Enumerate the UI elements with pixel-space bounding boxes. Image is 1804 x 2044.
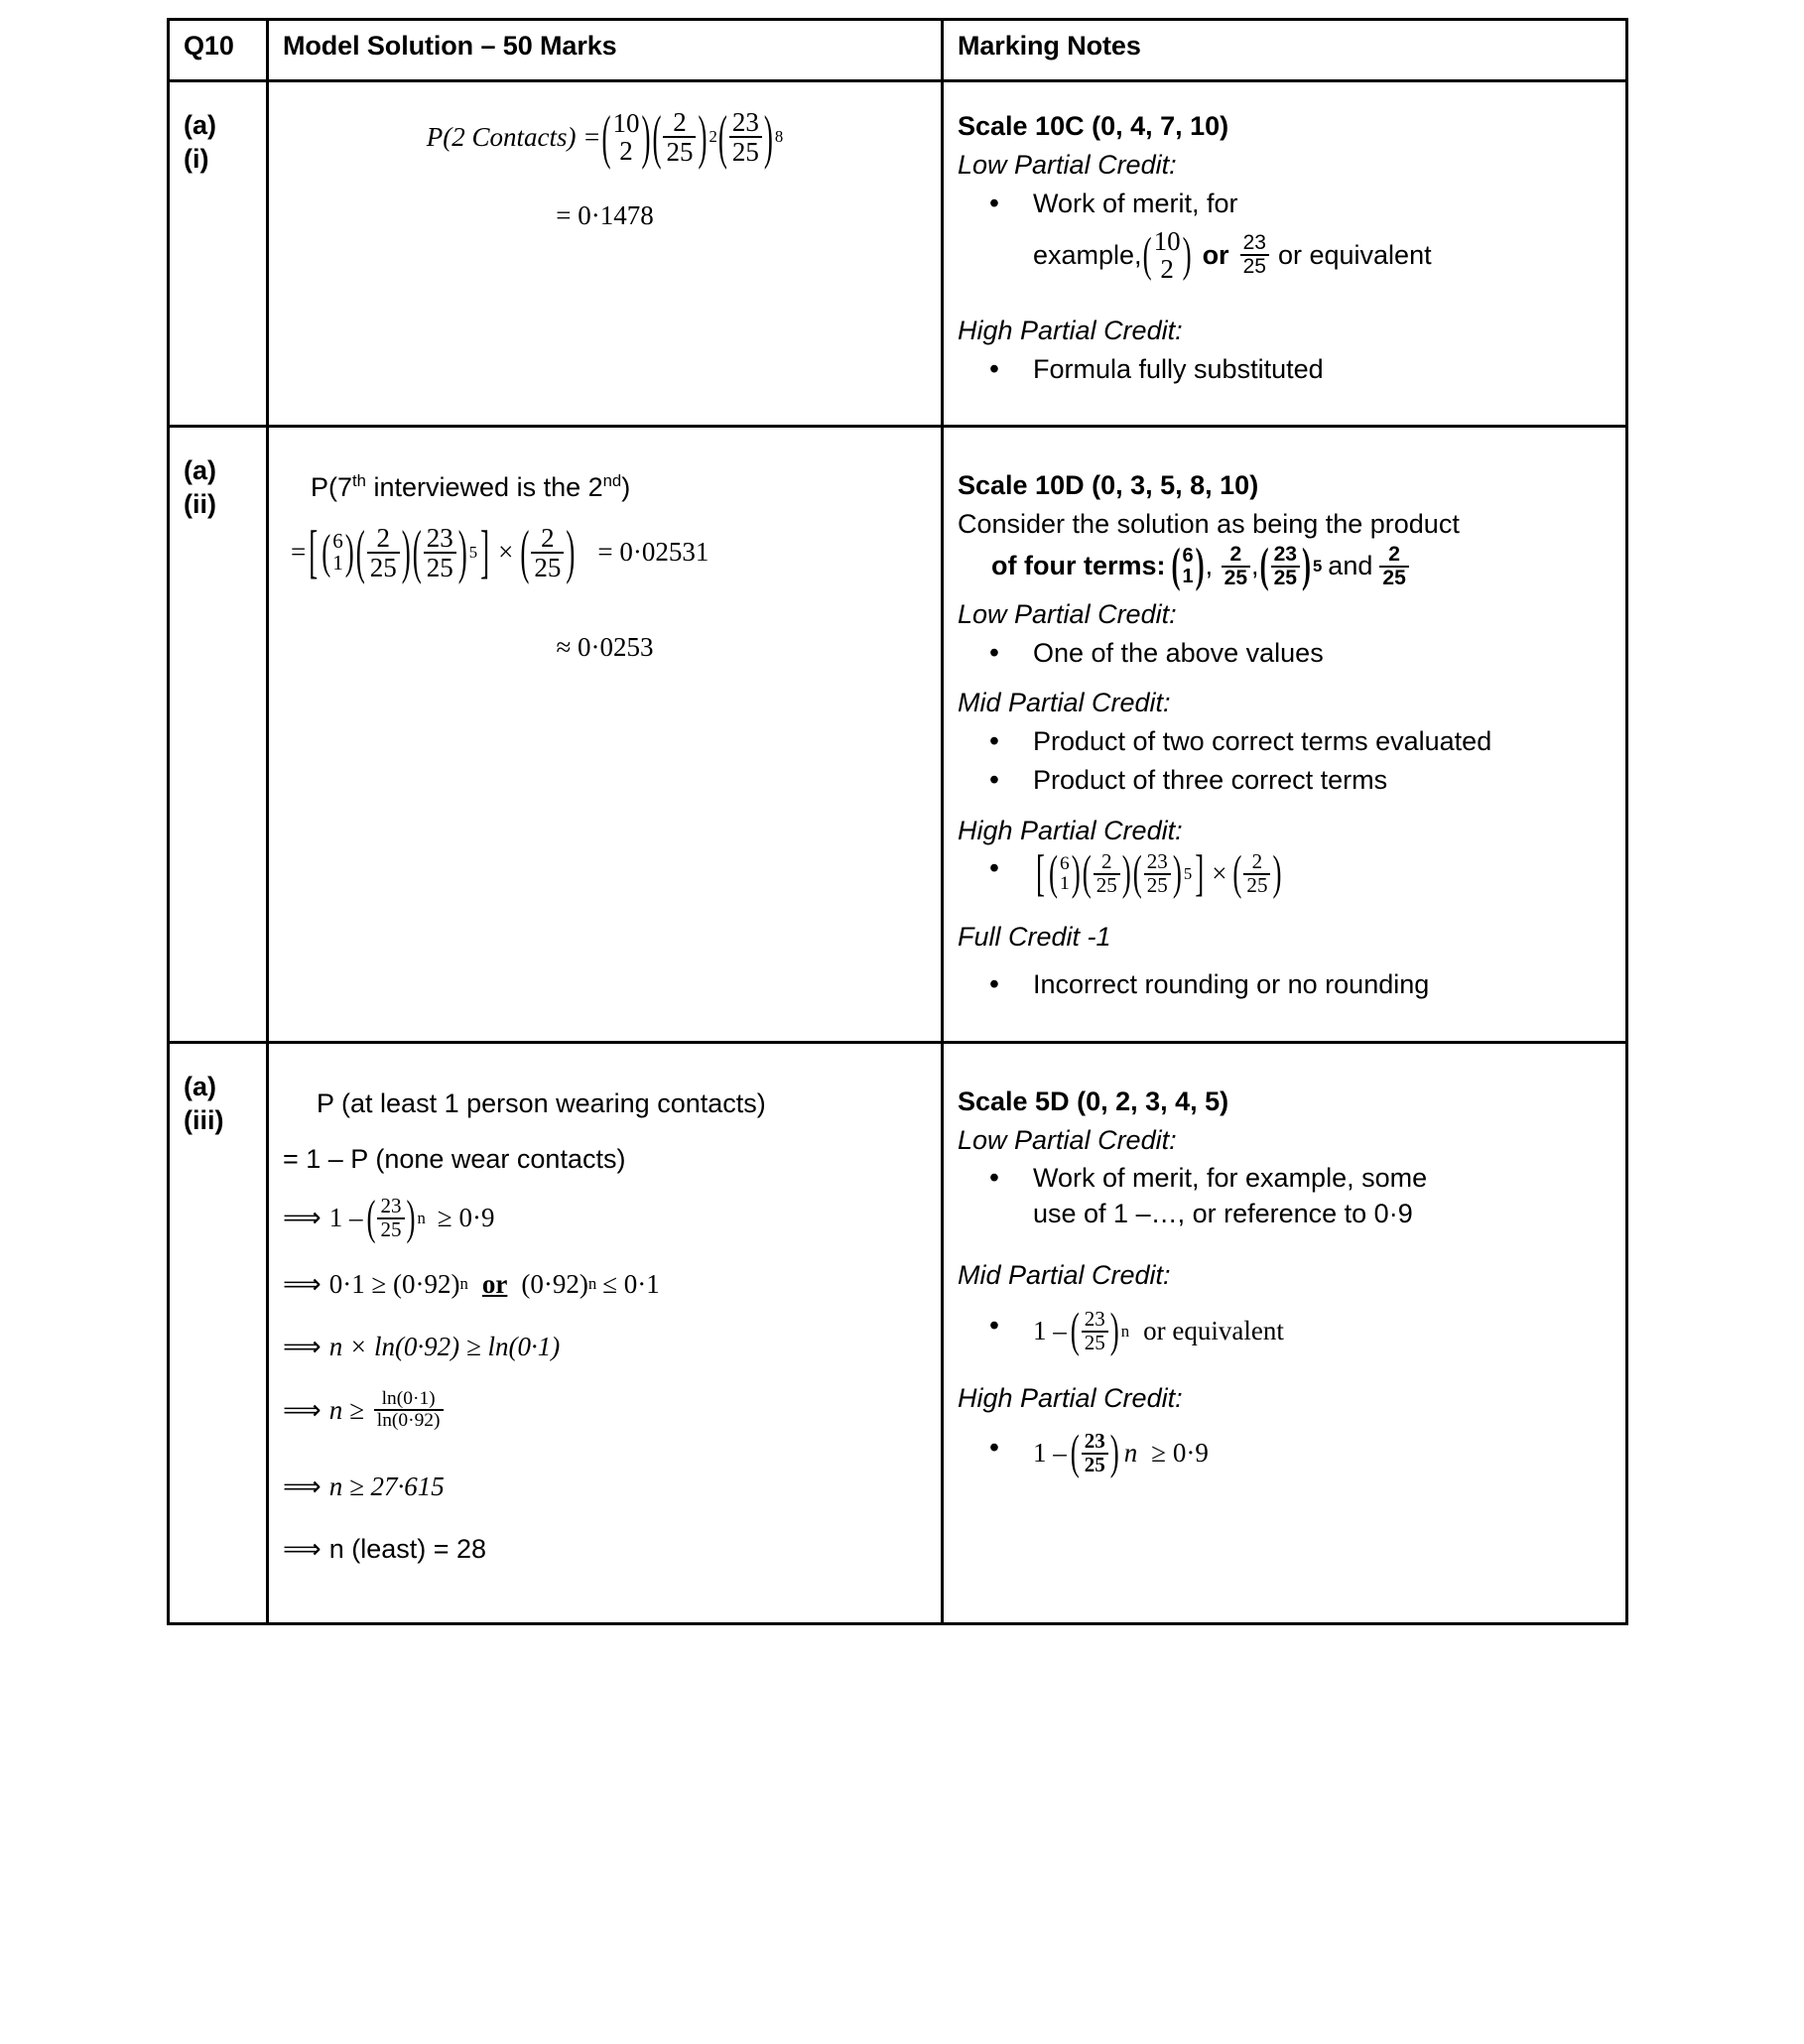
consider-line-2: of four terms: ( 6 1 ) , $\frac{2}{25}$ , ( $\frac{23}{25}$ ) 5 and $\frac{2}{25}$ xyxy=(991,544,1611,589)
step-n-least: ⟹ n (least) = 28 xyxy=(283,1533,487,1564)
step-inequality-1: ⟹ 1 – ( $\frac{23}{25}$ ) n ≥ 0·9 xyxy=(283,1191,495,1245)
list-item: • Work of merit, for example, some use of 1 –…, or reference to 0·9 xyxy=(1033,1161,1611,1231)
or-connector: or xyxy=(481,1269,508,1300)
fraction-ln-ratio: $\frac{\ln(0\cdot 1)}{\ln(0\cdot 92)}$ xyxy=(374,1389,444,1431)
mid-partial-credit-heading: Mid Partial Credit: xyxy=(958,688,1171,718)
result-exact-a-ii: = 0·02531 xyxy=(597,537,709,568)
table-row xyxy=(169,427,1627,1043)
consider-line-1: Consider the solution as being the product xyxy=(958,509,1460,540)
probability-statement: P(7th interviewed is the 2nd) xyxy=(311,471,631,503)
list-item: • Incorrect rounding or no rounding xyxy=(1033,967,1611,1003)
term-fraction-2-25: $\frac{2}{25}$ xyxy=(1222,544,1250,589)
step-logarithm: ⟹ n × ln(0·92) ≥ ln(0·1) xyxy=(283,1331,561,1361)
marking-scheme-page xyxy=(0,18,1804,2044)
row-label-a-ii xyxy=(169,427,268,1043)
marking-scheme-table xyxy=(167,18,1628,1625)
mid-fraction-23-25: $\frac{23}{25}$ xyxy=(1082,1309,1108,1354)
header-model-solution: Model Solution – 50 Marks xyxy=(268,20,943,81)
example-prefix: example, xyxy=(1033,239,1142,270)
mid-partial-credit-list xyxy=(958,724,1611,799)
term-fraction-23-25: $\frac{23}{25}$ xyxy=(1271,544,1300,589)
low-partial-credit-list xyxy=(958,636,1611,672)
fraction-23-25: $\frac{23}{25}$ xyxy=(729,108,762,166)
hp-binomial-6-1: 6 1 xyxy=(1060,852,1070,894)
result-a-i: = 0·1478 xyxy=(556,200,654,231)
term-fraction-2-25-last: $\frac{2}{25}$ xyxy=(1379,544,1408,589)
result-rounded-a-ii: ≈ 0·0253 xyxy=(556,631,654,662)
list-item: • Product of two correct terms evaluated xyxy=(1033,724,1611,760)
label-item: (i) xyxy=(184,144,209,175)
binomial-6-1: 6 1 xyxy=(332,528,343,575)
fraction-23-25-a: $\frac{23}{25}$ xyxy=(424,524,456,581)
list-item: • Formula fully substituted xyxy=(1033,352,1611,388)
high-partial-credit-list xyxy=(958,352,1611,388)
label-item: (iii) xyxy=(184,1104,224,1135)
high-partial-credit-list xyxy=(958,843,1611,901)
hp-fraction-2-25-last: $\frac{2}{25}$ xyxy=(1243,851,1270,897)
fraction-2-25-b: $\frac{2}{25}$ xyxy=(531,524,564,581)
low-partial-credit-heading: Low Partial Credit: xyxy=(958,150,1177,181)
fraction-2-25: $\frac{2}{25}$ xyxy=(663,108,696,166)
full-credit-heading: Full Credit -1 xyxy=(958,921,1111,952)
list-item: • 1 – ( $\frac{23}{25}$ ) n or equivalent xyxy=(1033,1309,1611,1354)
binomial-10-2: 10 2 xyxy=(612,108,640,167)
high-partial-credit-heading: High Partial Credit: xyxy=(958,815,1183,845)
example-line: example, ( 10 2 ) or $\frac{23}{25}$ or equivalent xyxy=(1033,226,1432,285)
example-binomial-10-2: 10 2 xyxy=(1153,226,1181,285)
label-item: (ii) xyxy=(184,489,216,520)
solution-cell-a-ii xyxy=(268,427,943,1043)
mid-partial-credit-heading: Mid Partial Credit: xyxy=(958,1260,1171,1291)
row-label-a-i xyxy=(169,81,268,427)
low-partial-credit-list xyxy=(958,187,1611,222)
statement-at-least-one: P (at least 1 person wearing contacts) xyxy=(317,1087,766,1118)
solution-cell-a-iii xyxy=(268,1042,943,1623)
fraction-23-25-c: $\frac{23}{25}$ xyxy=(377,1196,404,1241)
list-item: • 1 – ( $\frac{23}{25}$ ) n ≥ 0·9 xyxy=(1033,1431,1611,1476)
scale-label-10c: Scale 10C (0, 4, 7, 10) xyxy=(958,111,1229,141)
step-n-fraction: ⟹ n ≥ $\frac{\ln(0\cdot 1)}{\ln(0\cdot 92)}$ xyxy=(283,1388,927,1431)
scale-label-5d: Scale 5D (0, 2, 3, 4, 5) xyxy=(958,1086,1229,1116)
fraction-2-25-a: $\frac{2}{25}$ xyxy=(367,524,400,581)
label-part: (a) xyxy=(184,455,216,486)
low-partial-credit-heading: Low Partial Credit: xyxy=(958,599,1177,630)
notes-cell-a-iii xyxy=(943,1042,1627,1623)
table-row xyxy=(169,1042,1627,1623)
row-label-a-iii xyxy=(169,1042,268,1623)
list-item: • Work of merit, for xyxy=(1033,187,1611,222)
example-fraction-23-25: $\frac{23}{25}$ xyxy=(1240,232,1269,278)
equation-seventh-second: = [ ( 6 1 ) ( $\frac{2}{25}$ ) ( $\frac{23}{25}$ ) 5 ] × ( $\frac{2}{25}$ ) = 0·02531 xyxy=(291,518,709,585)
example-suffix: or equivalent xyxy=(1277,239,1432,270)
header-marking-notes: Marking Notes xyxy=(943,20,1627,81)
full-credit-list xyxy=(958,967,1611,1003)
low-partial-credit-list xyxy=(958,1161,1611,1231)
header-question: Q10 xyxy=(169,20,268,81)
label-part: (a) xyxy=(184,110,216,140)
step-inequality-2: ⟹ 0·1 ≥ (0·92) n or (0·92) n ≤ 0·1 xyxy=(283,1263,927,1305)
notes-cell-a-ii xyxy=(943,427,1627,1043)
step-n-value: ⟹ n ≥ 27·615 xyxy=(283,1471,445,1502)
scale-label-10d: Scale 10D (0, 3, 5, 8, 10) xyxy=(958,470,1259,501)
term-binomial-6-1: 6 1 xyxy=(1182,544,1194,587)
mid-partial-credit-list xyxy=(958,1303,1611,1357)
list-item: • Product of three correct terms xyxy=(1033,763,1611,799)
low-partial-credit-heading: Low Partial Credit: xyxy=(958,1124,1177,1155)
equation-p-two-contacts: P(2 Contacts) = ( 10 2 ) ( $\frac{2}{25}$ ) 2 ( $\frac{23}{25}$ ) 8 xyxy=(426,102,784,171)
table-row xyxy=(169,81,1627,427)
high-fraction-23-25: $\frac{23}{25}$ xyxy=(1082,1431,1108,1476)
term-and: and xyxy=(1328,550,1373,580)
solution-cell-a-i xyxy=(268,81,943,427)
list-item: • [ ( 6 1 ) ( $\frac{2}{25}$ ) ( $\frac{23}{25}$ ) 5 ] × ( $\frac{2}{25}$ ) xyxy=(1033,851,1611,897)
notes-cell-a-i xyxy=(943,81,1627,427)
list-item: • One of the above values xyxy=(1033,636,1611,672)
high-partial-credit-heading: High Partial Credit: xyxy=(958,316,1183,346)
label-part: (a) xyxy=(184,1071,216,1101)
table-header-row xyxy=(169,20,1627,81)
high-partial-credit-heading: High Partial Credit: xyxy=(958,1382,1183,1413)
example-or: or xyxy=(1202,239,1229,270)
statement-complement: = 1 – P (none wear contacts) xyxy=(283,1144,626,1175)
hp-fraction-23-25: $\frac{23}{25}$ xyxy=(1144,851,1171,897)
equation-lead: P(2 Contacts) = xyxy=(426,121,601,152)
hp-fraction-2-25: $\frac{2}{25}$ xyxy=(1094,851,1120,897)
high-partial-credit-list xyxy=(958,1425,1611,1479)
